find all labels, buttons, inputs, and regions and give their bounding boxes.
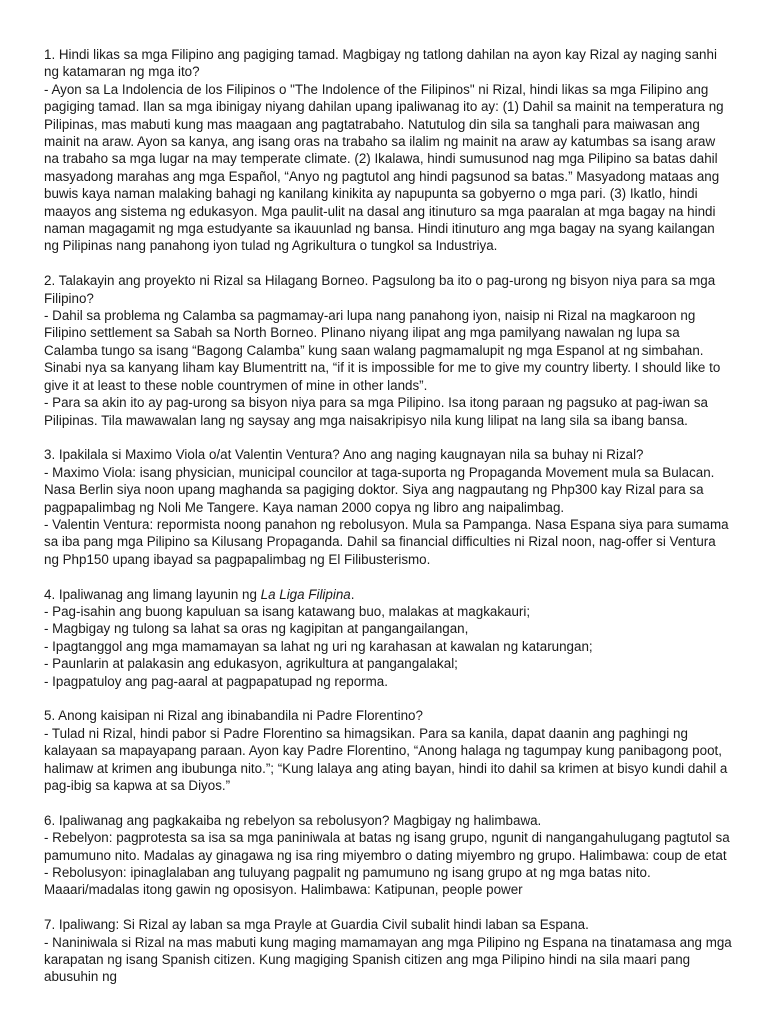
question-2: 2. Talakayin ang proyekto ni Rizal sa Hilagang Borneo. Pagsulong ba ito o pag-urong ng bisyon niya para sa mga Filipino? — [44, 273, 716, 306]
question-7: 7. Ipaliwang: Si Rizal ay laban sa mga Prayle at Guardia Civil subalit hindi laban sa Espana. — [44, 917, 589, 933]
answer-4-b: - Magbigay ng tulong sa lahat sa oras ng kagipitan at pangangailangan, — [44, 621, 469, 637]
answer-7: - Naniniwala si Rizal na mas mabuti kung maging mamamayan ang mga Pilipino ng Espana na tinatamasa ang mga karapatan ng isang Spanish citizen. Kung magiging Spanish citizen ang mga Pilipino hindi na sila maari pang abusuhin ng — [44, 934, 732, 985]
answer-1: - Ayon sa La Indolencia de los Filipinos o "The Indolence of the Filipinos" ni Rizal, hindi likas sa mga Filipino ang pagiging tamad. Ilan sa mga ibinigay niyang dahilan upang ipaliwanag ito ay: (1) Dahil sa mainit na temperatura ng Pilipinas, mas mabuti kung mas maagaan ang pagtatrabaho. Natutulog din sila sa tanghali para maiwasan ang mainit na araw. Ayon sa kanya, ang isang oras na trabaho sa ilalim ng mainit na araw ay katumbas sa isang araw na trabaho sa mga lugar na may temperate climate. (2) Ikalawa, hindi sumusunod nag mga Pilipino sa batas dahil masyadong marahas ang mga Español, “Anyo ng pagtutol ang hindi pagsunod sa batas.” Masyadong mataas ang buwis kaya naman malaking bahagi ng kanilang kinikita ay napupunta sa gobyerno o mga pari. (3) Ikatlo, hindi maayos ang sistema ng edukasyon. Mga paulit-ulit na dasal ang itinuturo sa mga paaralan at mga bagay na hindi naman magagamit ng mga estudyante sa ikauunlad ng bansa. Hindi itinuturo ang mga bagay na syang kailangan ng Pilipinas nang panahong iyon tulad ng Agrikultura o tungkol sa Industriya. — [44, 81, 724, 254]
question-4-italic-title: La Liga Filipina — [260, 586, 351, 602]
answer-4-a: - Pag-isahin ang buong kapuluan sa isang katawang buo, malakas at magkakauri; — [44, 603, 531, 619]
answer-4-d: - Paunlarin at palakasin ang edukasyon, agrikultura at pangangalakal; — [44, 656, 458, 672]
question-5: 5. Anong kaisipan ni Rizal ang ibinabandila ni Padre Florentino? — [44, 708, 423, 724]
answer-6-a: - Rebelyon: pagprotesta sa isa sa mga paniniwala at batas ng isang grupo, ngunit di nangangahulugang pagtutol sa pamumuno nito. Madalas ay ginagawa ng isa ring miyembro o dating miyembro ng grupo. Halimbawa: coup de etat — [44, 830, 730, 863]
section-3 — [44, 446, 732, 568]
section-4 — [44, 586, 732, 690]
answer-5: - Tulad ni Rizal, hindi pabor si Padre Florentino sa himagsikan. Para sa kanila, dapat daanin ang paghingi ng kalayaan sa mapayapang paraan. Ayon kay Padre Florentino, “Anong halaga ng tagumpay kung panibagong poot, halimaw at krimen ang ibubunga nito.”; “Kung lalaya ang ating bayan, hindi ito dahil sa krimen at bisyo kundi dahil a pag-ibig sa kapwa at sa Diyos.” — [44, 725, 728, 793]
answer-3-a: - Maximo Viola: isang physician, municipal councilor at taga-suporta ng Propaganda Movement mula sa Bulacan. Nasa Berlin siya noon upang maghanda sa pagiging doktor. Siya ang nagpautang ng Php300 kay Rizal para sa pagpapalimbag ng Noli Me Tangere. Kaya naman 2000 copya ng libro ang naipalimbag. — [44, 464, 715, 515]
question-4-prefix: 4. Ipaliwanag ang limang layunin ng — [44, 586, 261, 602]
answer-2-a: - Dahil sa problema ng Calamba sa pagmamay-ari lupa nang panahong iyon, naisip ni Rizal na magkaroon ng Filipino settlement sa Sabah sa North Borneo. Plinano niyang ilipat ang mga pamilyang nawalan ng lupa sa Calamba tungo sa isang “Bagong Calamba” kung saan walang pagmamalupit ng mga Espanol at ng simbahan. Sinabi nya sa kanyang liham kay Blumentritt na, “if it is impossible for me to give my country liberty. I should like to give it at least to these noble countrymen of mine in other lands”. — [44, 308, 721, 393]
answer-4-c: - Ipagtanggol ang mga mamamayan sa lahat ng uri ng karahasan at kawalan ng katarungan; — [44, 638, 593, 654]
section-7 — [44, 916, 732, 986]
answer-2-b: - Para sa akin ito ay pag-urong sa bisyon niya para sa mga Pilipino. Isa itong paraan ng pagsuko at pag-iwan sa Pilipinas. Tila mawawalan lang ng saysay ang mga naisakripisyo nila kung lilipat na lang sila sa ibang bansa. — [44, 395, 708, 428]
question-6: 6. Ipaliwanag ang pagkakaiba ng rebelyon sa rebolusyon? Magbigay ng halimbawa. — [44, 812, 542, 828]
question-4-suffix: . — [350, 586, 355, 602]
question-1: 1. Hindi likas sa mga Filipino ang pagiging tamad. Magbigay ng tatlong dahilan na ayon kay Rizal ay naging sanhi ng katamaran ng mga ito? — [44, 47, 717, 80]
section-2 — [44, 272, 732, 429]
section-5 — [44, 707, 732, 794]
answer-3-b: - Valentin Ventura: repormista noong panahon ng rebolusyon. Mula sa Pampanga. Nasa Espana siya para sumama sa iba pang mga Pilipino sa Kilusang Propaganda. Dahil sa financial difficulties ni Rizal noon, nag-offer si Ventura ng Php150 upang ibayad sa pagpapalimbag ng El Filibusterismo. — [44, 516, 729, 567]
answer-4-e: - Ipagpatuloy ang pag-aaral at pagpapatupad ng reporma. — [44, 673, 388, 689]
section-1 — [44, 46, 732, 255]
answer-6-b: - Rebolusyon: ipinaglalaban ang tuluyang pagpalit ng pamumuno ng isang grupo at ng mga batas nito. Maaari/madalas itong gawin ng oposisyon. Halimbawa: Katipunan, people power — [44, 865, 651, 898]
question-3: 3. Ipakilala si Maximo Viola o/at Valentin Ventura? Ano ang naging kaugnayan nila sa buhay ni Rizal? — [44, 447, 644, 463]
document-page — [44, 46, 732, 1003]
section-6 — [44, 812, 732, 899]
question-4 — [44, 586, 732, 603]
